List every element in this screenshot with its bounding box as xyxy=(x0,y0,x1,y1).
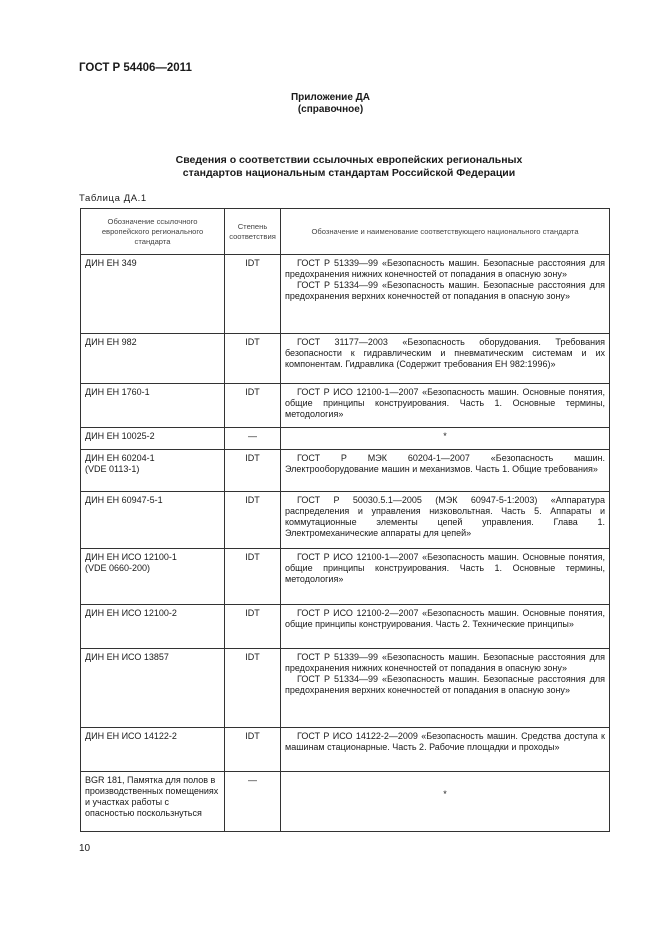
reference-standard-line: (VDE 0113-1) xyxy=(85,464,140,474)
no-equivalent-marker: * xyxy=(443,789,447,799)
reference-standard-line: ДИН ЕН 60204-1 xyxy=(85,453,155,463)
section-heading-line-2: стандартов национальным стандартам Российской Федерации xyxy=(182,167,516,179)
table-row xyxy=(81,255,610,334)
reference-standard-line: ДИН ЕН 982 xyxy=(85,337,137,347)
degree-cell: IDT xyxy=(225,549,281,605)
national-standard-cell xyxy=(281,255,610,334)
reference-standard-cell xyxy=(81,772,225,832)
degree-cell: IDT xyxy=(225,450,281,492)
table-row xyxy=(81,605,610,649)
column-header-degree: Степень соответствия xyxy=(225,209,281,255)
degree-cell: — xyxy=(225,428,281,450)
table-row xyxy=(81,428,610,450)
reference-standard-line: ДИН ЕН ИСО 12100-2 xyxy=(85,608,177,618)
table-row xyxy=(81,450,610,492)
reference-standard-line: BGR 181, Памятка для полов в производственных помещениях и участках работы с опасностью поскользнуться xyxy=(85,775,219,818)
degree-cell: IDT xyxy=(225,649,281,728)
document-code: ГОСТ Р 54406—2011 xyxy=(79,62,192,74)
national-standard-entry: ГОСТ Р 51339—99 «Безопасность машин. Безопасные расстояния для предохранения нижних конечностей от попадания в опасную зону» xyxy=(285,652,605,673)
reference-standard-cell xyxy=(81,450,225,492)
national-standard-entry: ГОСТ 31177—2003 «Безопасность оборудования. Требования безопасности к гидравлическим и пневматическим системам и их компонентам. Гидравлика (Содержит требования ЕН 982:1996)» xyxy=(285,337,605,369)
reference-standard-cell xyxy=(81,384,225,428)
reference-standard-line: ДИН ЕН ИСО 14122-2 xyxy=(85,731,177,741)
degree-cell: IDT xyxy=(225,334,281,384)
reference-standard-line: ДИН ЕН ИСО 12100-1 xyxy=(85,552,177,562)
no-equivalent-marker: * xyxy=(443,431,447,441)
national-standard-cell xyxy=(281,772,610,832)
column-header-reference-standard: Обозначение ссылочного европейского регионального стандарта xyxy=(81,209,225,255)
table-row xyxy=(81,728,610,772)
national-standard-cell xyxy=(281,384,610,428)
national-standard-cell xyxy=(281,450,610,492)
reference-standard-cell xyxy=(81,255,225,334)
reference-standard-line: ДИН ЕН ИСО 13857 xyxy=(85,652,169,662)
table-row xyxy=(81,334,610,384)
appendix-subtitle: (справочное) xyxy=(297,104,364,115)
reference-standard-cell xyxy=(81,649,225,728)
national-standard-cell xyxy=(281,605,610,649)
table-header-row xyxy=(81,209,610,255)
section-heading-line-1: Сведения о соответствии ссылочных европейских региональных xyxy=(175,154,523,166)
degree-cell: IDT xyxy=(225,728,281,772)
national-standard-entry: ГОСТ Р 51339—99 «Безопасность машин. Безопасные расстояния для предохранения нижних конечностей от попадания в опасную зону» xyxy=(285,258,605,279)
correspondence-table xyxy=(80,208,610,832)
national-standard-cell xyxy=(281,649,610,728)
national-standard-entry: ГОСТ Р ИСО 12100-1—2007 «Безопасность машин. Основные понятия, общие принципы конструирования. Часть 1. Основные термины, методология» xyxy=(285,552,605,584)
reference-standard-line: ДИН ЕН 1760-1 xyxy=(85,387,150,397)
degree-cell: IDT xyxy=(225,492,281,549)
reference-standard-cell xyxy=(81,549,225,605)
reference-standard-line: ДИН ЕН 349 xyxy=(85,258,137,268)
table-row xyxy=(81,649,610,728)
page-number: 10 xyxy=(79,843,91,854)
reference-standard-cell xyxy=(81,492,225,549)
national-standard-entry: ГОСТ Р ИСО 14122-2—2009 «Безопасность машин. Средства доступа к машинам стационарные. Часть 2. Рабочие площадки и проходы» xyxy=(285,731,605,752)
reference-standard-line: (VDE 0660-200) xyxy=(85,563,151,573)
national-standard-cell xyxy=(281,492,610,549)
degree-cell: IDT xyxy=(225,605,281,649)
national-standard-cell xyxy=(281,334,610,384)
reference-standard-line: ДИН ЕН 60947-5-1 xyxy=(85,495,163,505)
national-standard-cell xyxy=(281,428,610,450)
table-row xyxy=(81,772,610,832)
reference-standard-cell xyxy=(81,428,225,450)
table-row xyxy=(81,492,610,549)
degree-cell: — xyxy=(225,772,281,832)
degree-cell: IDT xyxy=(225,384,281,428)
table-body xyxy=(81,255,610,832)
national-standard-cell xyxy=(281,549,610,605)
national-standard-entry: ГОСТ Р МЭК 60204-1—2007 «Безопасность машин. Электрооборудование машин и механизмов. Часть 1. Общие требования» xyxy=(285,453,605,474)
degree-cell: IDT xyxy=(225,255,281,334)
table-row xyxy=(81,549,610,605)
reference-standard-cell xyxy=(81,334,225,384)
national-standard-entry: ГОСТ Р 50030.5.1—2005 (МЭК 60947-5-1:2003) «Аппаратура распределения и управления низковольтная. Часть 5. Аппараты и коммутационные элементы цепей управления. Глава 1. Электромеханические аппараты для цепей» xyxy=(285,495,605,538)
table-row xyxy=(81,384,610,428)
reference-standard-line: ДИН ЕН 10025-2 xyxy=(85,431,155,441)
table-caption: Таблица ДА.1 xyxy=(79,193,147,204)
national-standard-entry: ГОСТ Р ИСО 12100-1—2007 «Безопасность машин. Основные понятия, общие принципы конструирования. Часть 1. Основные термины, методология» xyxy=(285,387,605,419)
appendix-title: Приложение ДА xyxy=(290,92,371,103)
reference-standard-cell xyxy=(81,605,225,649)
national-standard-entry: ГОСТ Р 51334—99 «Безопасность машин. Безопасные расстояния для предохранения верхних конечностей от попадания в опасную зону» xyxy=(285,674,605,695)
national-standard-cell xyxy=(281,728,610,772)
national-standard-entry: ГОСТ Р 51334—99 «Безопасность машин. Безопасные расстояния для предохранения верхних конечностей от попадания в опасную зону» xyxy=(285,280,605,301)
column-header-national-standard: Обозначение и наименование соответствующего национального стандарта xyxy=(281,209,610,255)
national-standard-entry: ГОСТ Р ИСО 12100-2—2007 «Безопасность машин. Основные понятия, общие принципы конструирования. Часть 2. Технические принципы» xyxy=(285,608,605,629)
reference-standard-cell xyxy=(81,728,225,772)
